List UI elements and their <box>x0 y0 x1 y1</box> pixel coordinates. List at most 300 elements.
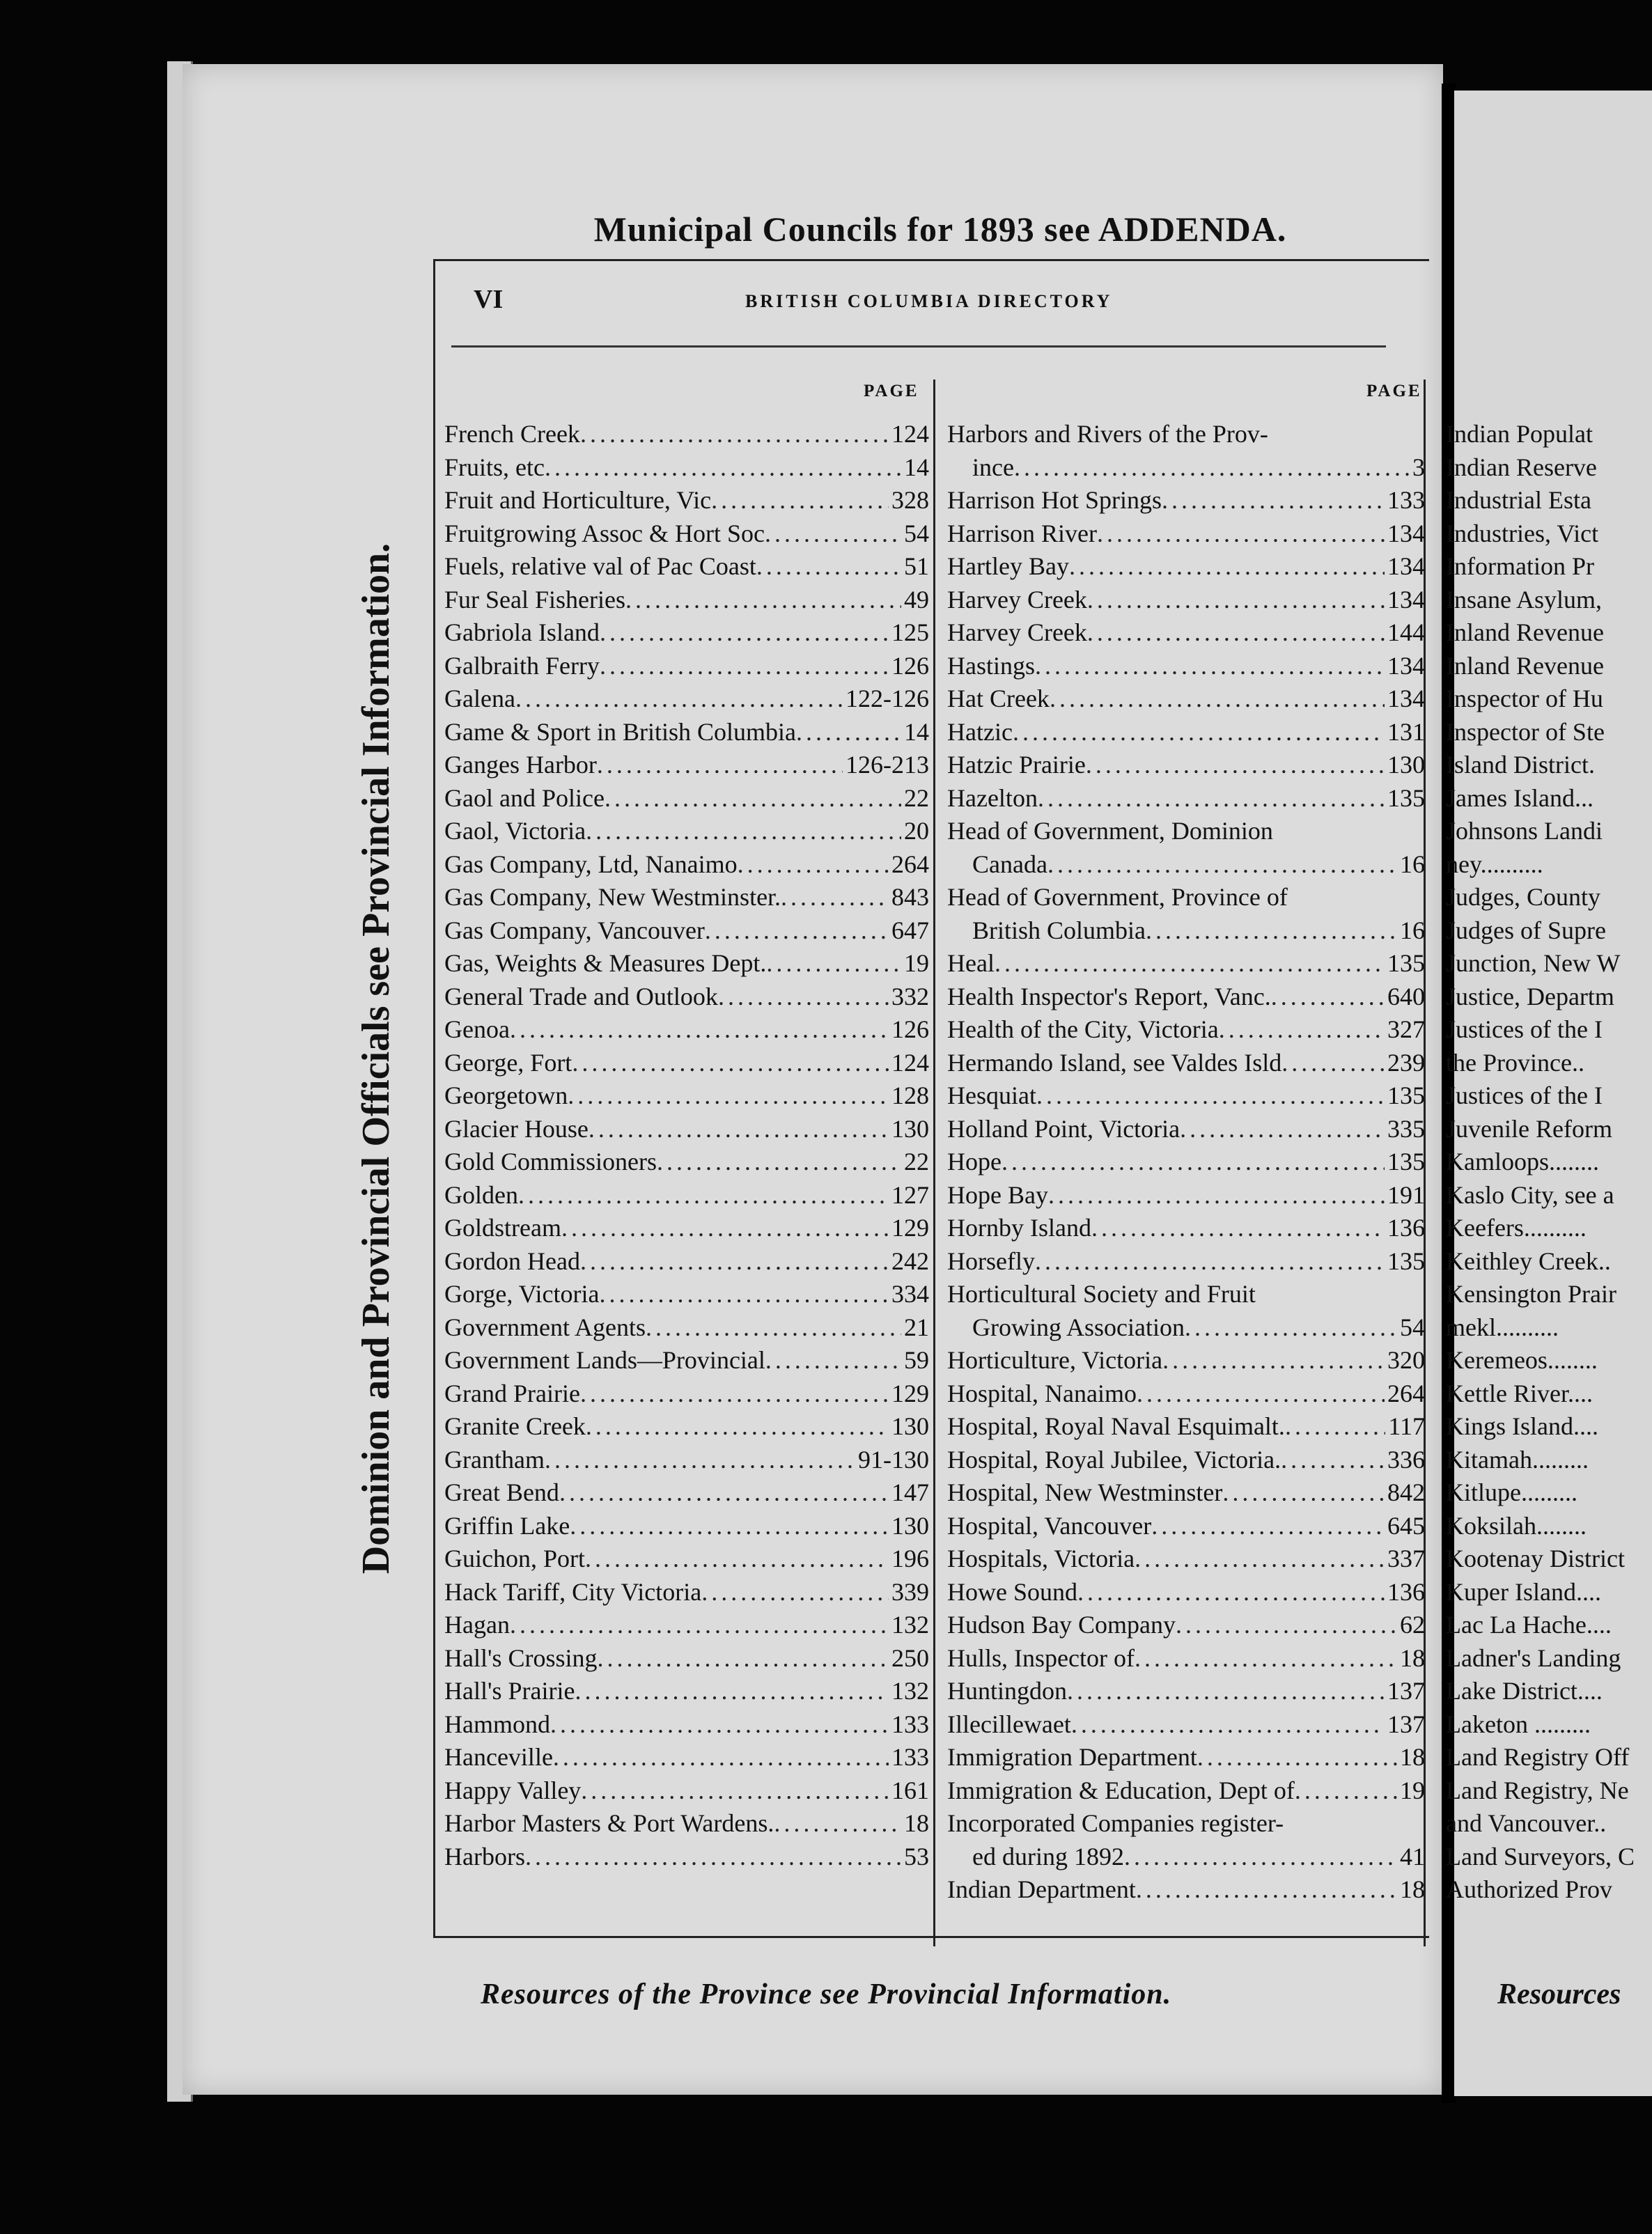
entry-page: 62 <box>1400 1611 1425 1639</box>
entry-title: Gas Company, Ltd, Nanaimo <box>444 850 738 878</box>
entry-title: Harvey Creek <box>947 618 1087 646</box>
index-entry <box>444 981 929 1014</box>
leader-dots <box>561 1212 889 1245</box>
leader-dots <box>545 1444 855 1477</box>
entry-title: Gaol, Victoria <box>444 817 586 845</box>
index-entry <box>444 1146 929 1179</box>
index-entry <box>444 451 929 485</box>
entry-title: Harbors <box>444 1842 525 1870</box>
entry-page: 137 <box>1387 1677 1425 1705</box>
leader-dots <box>585 1542 889 1576</box>
entry-title: George, Fort <box>444 1048 572 1077</box>
leader-dots <box>1136 1873 1397 1907</box>
index-column-left <box>444 418 929 1873</box>
leader-dots <box>1035 1245 1385 1279</box>
index-entry <box>947 1377 1425 1411</box>
entry-title: Hulls, Inspector of <box>947 1643 1135 1672</box>
index-entry <box>444 914 929 948</box>
entry-page: 336 <box>1387 1445 1425 1474</box>
entry-title: Head of Government, Dominion <box>947 817 1273 845</box>
index-column-middle <box>947 418 1425 1907</box>
index-entry <box>444 1377 929 1411</box>
index-entry <box>444 1079 929 1113</box>
entry-title: Illecillewaet <box>947 1710 1071 1738</box>
entry-title: Hospital, Royal Naval Esquimalt. <box>947 1412 1285 1440</box>
leader-dots <box>1295 1774 1397 1808</box>
entry-title: Genoa <box>444 1015 510 1043</box>
leader-dots <box>765 517 901 551</box>
page-number: VI <box>474 285 504 314</box>
index-entry <box>947 1741 1425 1774</box>
index-entry <box>947 981 1425 1014</box>
entry-page: 129 <box>891 1214 929 1242</box>
leader-dots <box>599 1278 889 1311</box>
entry-title: Government Agents <box>444 1313 646 1341</box>
index-entry <box>444 1542 929 1576</box>
leader-dots <box>597 749 843 782</box>
entry-page: 242 <box>891 1247 929 1275</box>
index-entry <box>947 1774 1425 1808</box>
index-entry <box>444 1708 929 1742</box>
leader-dots <box>580 418 889 451</box>
entry-title: Hospital, Vancouver <box>947 1511 1152 1540</box>
entry-title: Hesquiat <box>947 1081 1036 1109</box>
index-entry <box>947 1013 1425 1047</box>
entry-title: Hudson Bay Company <box>947 1611 1176 1639</box>
leader-dots <box>600 616 889 650</box>
entry-page: 137 <box>1387 1710 1425 1738</box>
entry-page: 134 <box>1387 585 1425 614</box>
entry-page: 53 <box>904 1842 929 1870</box>
leader-dots <box>1135 1642 1397 1676</box>
index-entry <box>444 1774 929 1808</box>
index-entry <box>947 1510 1425 1543</box>
leader-dots <box>1047 848 1397 882</box>
leader-dots <box>766 947 901 981</box>
facing-entry: Indian Populat <box>1446 420 1593 448</box>
index-entry <box>444 1113 929 1146</box>
leader-dots <box>570 1510 889 1543</box>
leader-dots <box>518 1179 889 1212</box>
index-entry <box>444 1510 929 1543</box>
entry-page: 842 <box>1387 1478 1425 1506</box>
entry-page: 130 <box>891 1511 929 1540</box>
index-entry <box>444 1245 929 1279</box>
entry-page: 337 <box>1387 1545 1425 1572</box>
leader-dots <box>796 716 901 749</box>
entry-title: Health Inspector's Report, Vanc. <box>947 982 1271 1010</box>
entry-page: 327 <box>1387 1015 1425 1043</box>
leader-dots <box>568 1079 889 1113</box>
index-entry <box>444 650 929 683</box>
entry-title: Hope <box>947 1148 1002 1175</box>
index-entry <box>947 1609 1425 1642</box>
entry-title: Horsefly <box>947 1247 1035 1275</box>
index-column-facing <box>1446 418 1652 1907</box>
entry-page: 127 <box>891 1180 929 1209</box>
index-entry <box>444 1841 929 1874</box>
entry-page: 54 <box>904 519 929 547</box>
entry-page: 135 <box>1387 949 1425 977</box>
index-entry <box>444 682 929 716</box>
index-entry <box>444 584 929 617</box>
entry-page: 136 <box>1387 1214 1425 1242</box>
entry-page: 264 <box>1387 1379 1425 1407</box>
entry-title: Hope Bay <box>947 1180 1048 1209</box>
leader-dots <box>765 1344 901 1377</box>
entry-title: Hammond <box>444 1710 550 1738</box>
leader-dots <box>1222 1476 1385 1510</box>
entry-page: 130 <box>891 1412 929 1440</box>
leader-dots <box>1281 1444 1385 1477</box>
leader-dots <box>559 1476 889 1510</box>
entry-page: 335 <box>1387 1114 1425 1143</box>
entry-page: 14 <box>904 453 929 481</box>
entry-title: Harbors and Rivers of the Prov- <box>947 420 1268 448</box>
index-entry <box>947 848 1425 882</box>
entry-page: 135 <box>1387 1148 1425 1175</box>
entry-page: 133 <box>891 1743 929 1771</box>
entry-page: 18 <box>904 1809 929 1837</box>
leader-dots <box>1071 1708 1385 1742</box>
entry-page: 19 <box>904 949 929 977</box>
entry-title: Fuels, relative val of Pac Coast <box>444 552 756 580</box>
entry-title: Fruits, etc <box>444 453 545 481</box>
entry-page: 161 <box>891 1776 929 1804</box>
entry-title: British Columbia <box>972 916 1146 944</box>
header-note: Municipal Councils for 1893 see ADDENDA. <box>593 210 1287 249</box>
entry-title: General Trade and Outlook <box>444 982 718 1010</box>
facing-entry: Laketon ......... <box>1446 1710 1591 1738</box>
title-rule <box>451 345 1386 347</box>
index-entry <box>947 451 1425 485</box>
entry-title: Horticultural Society and Fruit <box>947 1280 1256 1308</box>
entry-page: 191 <box>1387 1180 1425 1209</box>
index-entry <box>947 1444 1425 1477</box>
entry-title: Golden <box>444 1180 518 1209</box>
entry-page: 59 <box>904 1346 929 1374</box>
entry-page: 14 <box>904 717 929 746</box>
entry-title: Hospital, Nanaimo <box>947 1379 1137 1407</box>
entry-title: Hall's Crossing <box>444 1643 598 1672</box>
leader-dots <box>1013 716 1385 749</box>
facing-entry: Koksilah........ <box>1446 1511 1587 1540</box>
entry-page: 124 <box>891 1048 929 1077</box>
running-title: BRITISH COLUMBIA DIRECTORY <box>745 291 1113 311</box>
entry-page: 125 <box>891 618 929 646</box>
facing-entry: mekl.......... <box>1446 1313 1559 1341</box>
index-entry <box>444 1179 929 1212</box>
entry-title: Government Lands—Provincial <box>444 1346 765 1374</box>
leader-dots <box>1281 1047 1385 1080</box>
leader-dots <box>545 451 901 485</box>
frame-top-rule <box>433 259 1429 261</box>
entry-page: 41 <box>1400 1842 1425 1870</box>
leader-dots <box>515 682 843 716</box>
entry-title: Hack Tariff, City Victoria <box>444 1577 702 1606</box>
entry-page: 339 <box>891 1577 929 1606</box>
index-entry <box>444 1047 929 1080</box>
column-divider <box>933 380 935 1946</box>
entry-page: 126 <box>891 1015 929 1043</box>
index-entry <box>947 914 1425 948</box>
index-entry <box>947 1047 1425 1080</box>
index-entry <box>947 1476 1425 1510</box>
entry-title: Georgetown <box>444 1081 568 1109</box>
index-entry <box>947 1212 1425 1245</box>
entry-title: Guichon, Port <box>444 1545 585 1572</box>
leader-dots <box>600 650 889 683</box>
index-entry <box>947 1542 1425 1576</box>
leader-dots <box>510 1013 889 1047</box>
leader-dots <box>781 881 889 914</box>
facing-entry: Kensington Prair <box>1446 1280 1616 1308</box>
entry-title: Grantham <box>444 1445 545 1474</box>
facing-entry: Information Pr <box>1446 552 1594 580</box>
index-entry <box>947 1675 1425 1708</box>
index-entry <box>444 848 929 882</box>
entry-title: Gas Company, Vancouver <box>444 916 705 944</box>
leader-dots <box>550 1708 889 1742</box>
entry-page: 16 <box>1400 916 1425 944</box>
entry-title: Canada <box>972 850 1047 878</box>
entry-title: Gold Commissioners <box>444 1148 657 1175</box>
entry-title: Head of Government, Province of <box>947 883 1288 911</box>
facing-entry: Kettle River.... <box>1446 1379 1593 1407</box>
index-entry <box>947 682 1425 716</box>
entry-page: 128 <box>891 1081 929 1109</box>
index-entry <box>947 1146 1425 1179</box>
entry-page: 20 <box>904 817 929 845</box>
entry-page: 126-213 <box>846 751 929 779</box>
footer-note: Resources of the Province see Provincial Information. <box>481 1978 1172 2010</box>
facing-entry: Kaslo City, see a <box>1446 1180 1614 1209</box>
page-column-label-left: PAGE <box>864 382 919 400</box>
entry-page: 334 <box>891 1280 929 1308</box>
facing-entry: Insane Asylum, <box>1446 585 1602 614</box>
leader-dots <box>1162 1344 1385 1377</box>
entry-title: Hatzic Prairie <box>947 751 1086 779</box>
entry-page: 135 <box>1387 1081 1425 1109</box>
entry-title: Hazelton <box>947 783 1038 812</box>
facing-entry: Land Registry Off <box>1446 1743 1630 1771</box>
leader-dots <box>1035 650 1385 683</box>
entry-title: Hospitals, Victoria <box>947 1545 1135 1572</box>
leader-dots <box>553 1741 889 1774</box>
entry-title: Heal <box>947 949 995 977</box>
side-note: Dominion and Provincial Officials see Provincial Information. <box>354 542 398 1575</box>
facing-entry: Keremeos........ <box>1446 1346 1598 1374</box>
index-entry <box>444 1675 929 1708</box>
entry-page: 91-130 <box>858 1445 929 1474</box>
leader-dots <box>1146 914 1397 948</box>
index-entry <box>947 782 1425 815</box>
facing-entry: Inspector of Hu <box>1446 685 1603 712</box>
leader-dots <box>1180 1113 1385 1146</box>
entry-page: 21 <box>904 1313 929 1341</box>
facing-entry: Land Registry, Ne <box>1446 1776 1629 1804</box>
entry-page: 18 <box>1400 1875 1425 1903</box>
index-entry <box>947 749 1425 782</box>
facing-entry: Authorized Prov <box>1446 1875 1612 1903</box>
leader-dots <box>1162 484 1385 517</box>
entry-page: 147 <box>891 1478 929 1506</box>
entry-page: 51 <box>904 552 929 580</box>
leader-dots <box>525 1841 901 1874</box>
entry-title: Indian Department <box>947 1875 1136 1903</box>
entry-page: 645 <box>1387 1511 1425 1540</box>
facing-entry: ney.......... <box>1446 850 1543 878</box>
facing-entry: Keefers.......... <box>1446 1214 1587 1242</box>
facing-entry: Johnsons Landi <box>1446 817 1603 845</box>
index-entry <box>444 1311 929 1345</box>
entry-title: Hartley Bay <box>947 552 1069 580</box>
entry-title: Huntingdon <box>947 1677 1068 1705</box>
facing-entry: James Island... <box>1446 783 1593 812</box>
index-entry <box>444 947 929 981</box>
leader-dots <box>657 1146 901 1179</box>
index-entry <box>444 484 929 517</box>
entry-title: Hermando Island, see Valdes Isld <box>947 1048 1282 1077</box>
entry-page: 122-126 <box>846 685 929 712</box>
entry-page: 16 <box>1400 850 1425 878</box>
entry-title: Fruit and Horticulture, Vic <box>444 486 712 514</box>
entry-title: Harvey Creek <box>947 585 1087 614</box>
leader-dots <box>586 815 901 848</box>
entry-page: 843 <box>891 883 929 911</box>
leader-dots <box>1069 550 1385 584</box>
index-entry <box>947 650 1425 683</box>
index-entry <box>947 815 1425 848</box>
index-entry <box>947 616 1425 650</box>
entry-title: Hornby Island <box>947 1214 1091 1242</box>
leader-dots <box>580 1377 889 1411</box>
entry-page: 49 <box>904 585 929 614</box>
entry-page: 134 <box>1387 552 1425 580</box>
entry-title: Ganges Harbor <box>444 751 597 779</box>
index-entry <box>444 1609 929 1642</box>
index-entry <box>444 716 929 749</box>
index-entry <box>444 1013 929 1047</box>
facing-entry: Justices of the I <box>1446 1015 1603 1043</box>
leader-dots <box>1067 1675 1385 1708</box>
facing-entry: Justice, Departm <box>1446 982 1614 1010</box>
entry-page: 129 <box>891 1379 929 1407</box>
index-entry <box>444 1807 929 1841</box>
entry-title: Harbor Masters & Port Wardens. <box>444 1809 774 1837</box>
leader-dots <box>1219 1013 1385 1047</box>
footer-note-facing: Resources <box>1497 1978 1621 2010</box>
leader-dots <box>1087 584 1385 617</box>
entry-page: 126 <box>891 651 929 680</box>
index-entry <box>947 1642 1425 1676</box>
facing-entry: Indian Reserve <box>1446 453 1597 481</box>
entry-page: 3 <box>1412 453 1425 481</box>
entry-title: Fruitgrowing Assoc & Hort Soc <box>444 519 765 547</box>
index-entry <box>947 1576 1425 1609</box>
leader-dots <box>1077 1576 1385 1609</box>
entry-title: Howe Sound <box>947 1577 1077 1606</box>
index-entry <box>444 1444 929 1477</box>
entry-page: 134 <box>1387 651 1425 680</box>
leader-dots <box>581 1774 889 1808</box>
index-entry <box>947 1807 1425 1841</box>
index-entry <box>947 1311 1425 1345</box>
entry-title: Fur Seal Fisheries <box>444 585 625 614</box>
entry-title: Harrison Hot Springs <box>947 486 1162 514</box>
facing-entry: Kootenay District <box>1446 1545 1625 1572</box>
leader-dots <box>1151 1510 1385 1543</box>
leader-dots <box>718 981 889 1014</box>
index-entry <box>947 550 1425 584</box>
entry-page: 18 <box>1400 1643 1425 1672</box>
index-entry <box>947 517 1425 551</box>
entry-title: French Creek <box>444 420 580 448</box>
entry-page: 640 <box>1387 982 1425 1010</box>
entry-page: 239 <box>1387 1048 1425 1077</box>
entry-title: Happy Valley <box>444 1776 582 1804</box>
leader-dots <box>1185 1311 1397 1345</box>
leader-dots <box>625 584 901 617</box>
entry-title: Harrison River <box>947 519 1097 547</box>
entry-title: Incorporated Companies register- <box>947 1809 1284 1837</box>
facing-entry: Justices of the I <box>1446 1081 1603 1109</box>
leader-dots <box>1014 451 1410 485</box>
facing-entry: Kitamah......... <box>1446 1445 1589 1474</box>
facing-entry: Land Surveyors, C <box>1446 1842 1635 1870</box>
index-entry <box>444 550 929 584</box>
index-entry <box>444 815 929 848</box>
entry-title: Gas Company, New Westminster. <box>444 883 781 911</box>
index-entry <box>947 947 1425 981</box>
facing-entry: Inland Revenue <box>1446 618 1604 646</box>
facing-entry: Industries, Vict <box>1446 519 1599 547</box>
index-entry <box>444 616 929 650</box>
leader-dots <box>774 1807 901 1841</box>
facing-entry: Juvenile Reform <box>1446 1114 1612 1143</box>
entry-title: Goldstream <box>444 1214 561 1242</box>
index-entry <box>947 1179 1425 1212</box>
entry-page: 134 <box>1387 519 1425 547</box>
entry-page: 22 <box>904 1148 929 1175</box>
facing-entry: the Province.. <box>1446 1048 1584 1077</box>
leader-dots <box>1048 1179 1385 1212</box>
facing-entry: Kitlupe......... <box>1446 1478 1577 1506</box>
entry-title: Griffin Lake <box>444 1511 570 1540</box>
facing-entry: Industrial Esta <box>1446 486 1591 514</box>
entry-page: 131 <box>1387 717 1425 746</box>
index-entry <box>947 1708 1425 1742</box>
facing-entry: Kings Island.... <box>1446 1412 1598 1440</box>
index-entry <box>444 1476 929 1510</box>
index-entry <box>444 1642 929 1676</box>
entry-page: 130 <box>891 1114 929 1143</box>
index-entry <box>444 782 929 815</box>
entry-title: Immigration & Education, Dept of <box>947 1776 1295 1804</box>
entry-title: Game & Sport in British Columbia <box>444 717 796 746</box>
leader-dots <box>510 1609 889 1642</box>
entry-title: Immigration Department <box>947 1743 1197 1771</box>
leader-dots <box>1097 517 1385 551</box>
entry-page: 132 <box>891 1677 929 1705</box>
facing-entry: Inspector of Ste <box>1446 717 1605 746</box>
leader-dots <box>1137 1377 1385 1411</box>
entry-page: 264 <box>891 850 929 878</box>
entry-title: Grand Prairie <box>444 1379 580 1407</box>
entry-page: 117 <box>1388 1412 1425 1440</box>
leader-dots <box>995 947 1385 981</box>
entry-page: 647 <box>891 916 929 944</box>
